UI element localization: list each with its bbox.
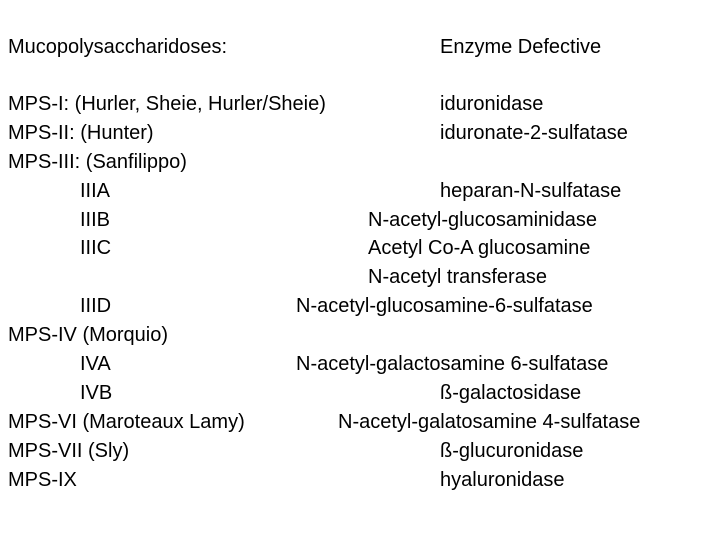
enzyme-mps-vii: ß-glucuronidase [440,440,584,462]
disease-mps-iiic: IIIC [80,237,112,259]
header-disease-label: Mucopolysaccharidoses: [8,36,227,58]
disease-mps-vii: MPS-VII (Sly) [8,440,130,462]
disease-mps-vi: MPS-VI (Maroteaux Lamy) [8,411,245,433]
enzyme-mps-iva: N-acetyl-galactosamine 6-sulfatase [296,353,609,375]
disease-mps-iiid: IIID [80,295,112,317]
enzyme-mps-iiia: heparan-N-sulfatase [440,180,622,202]
disease-mps-iii: MPS-III: (Sanfilippo) [8,151,187,173]
enzyme-mps-vi: N-acetyl-galatosamine 4-sulfatase [338,411,641,433]
enzyme-mps-iiid: N-acetyl-glucosamine-6-sulfatase [296,295,593,317]
disease-mps-i: MPS-I: (Hurler, Sheie, Hurler/Sheie) [8,93,326,115]
enzyme-mps-iiib: N-acetyl-glucosaminidase [368,209,597,231]
enzyme-mps-i: iduronidase [440,93,544,115]
enzyme-mps-iiic-continued: N-acetyl transferase [368,266,547,288]
disease-mps-ivb: IVB [80,382,113,404]
enzyme-mps-ivb: ß-galactosidase [440,382,582,404]
enzyme-mps-ix: hyaluronidase [440,469,565,491]
disease-mps-iva: IVA [80,353,111,375]
disease-mps-iv: MPS-IV (Morquio) [8,324,169,346]
disease-mps-iiib: IIIB [80,209,111,231]
disease-mps-iiia: IIIA [80,180,111,202]
disease-mps-ii: MPS-II: (Hunter) [8,122,154,144]
disease-mps-ix: MPS-IX [8,469,77,491]
enzyme-mps-iiic: Acetyl Co-A glucosamine [368,237,591,259]
header-enzyme-label: Enzyme Defective [440,36,602,58]
enzyme-mps-ii: iduronate-2-sulfatase [440,122,628,144]
